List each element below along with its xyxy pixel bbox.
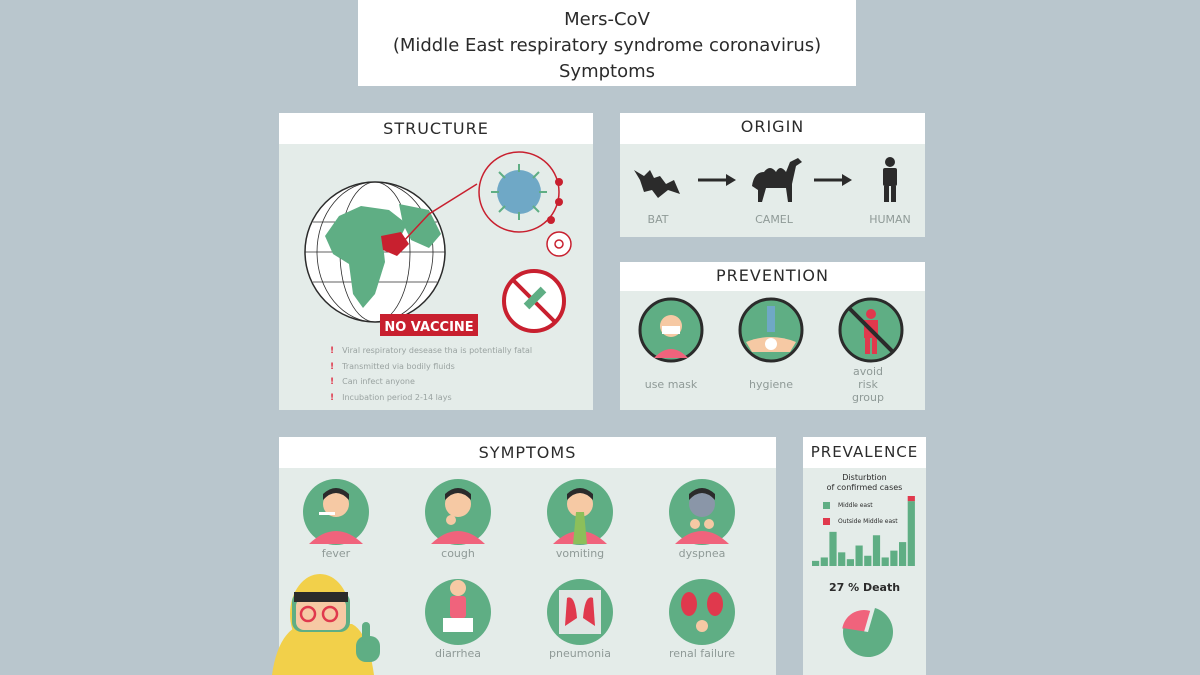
structure-illustration [279,144,593,340]
prevention-heading: PREVENTION [620,262,925,291]
bar-middle-east [882,557,889,566]
title-line1: Mers-CoV [564,9,650,30]
structure-bullet: ! Transmitted via bodily fluids [330,362,455,372]
bar-middle-east [847,559,854,566]
bar-middle-east [873,535,880,566]
structure-bullet: ! Viral respiratory desease tha is potentially fatal [330,346,533,356]
title-box [358,0,856,86]
dyspnea-icon [669,479,735,545]
prevalence-chart-title-line1: Disturbtion [842,473,887,482]
death-label: 27 % Death [828,581,901,594]
symptom-label-renal-failure: renal failure [668,647,736,660]
title-line3: Symptoms [558,61,656,82]
prevention-label-hygiene: hygiene [748,378,794,391]
prevalence-heading: PREVALENCE [803,437,926,468]
doctor-character [272,570,392,675]
cough-icon [425,479,491,545]
bar-middle-east [838,552,845,566]
bar-middle-east [821,557,828,566]
structure-bullet: ! Can infect anyone [330,377,415,387]
symptom-label-diarrhea: diarrhea [435,647,481,660]
origin-label-human: HUMAN [869,213,911,226]
symptom-label-fever: fever [321,547,351,560]
title-line2: (Middle East respiratory syndrome coronavirus) [392,35,822,56]
bar-middle-east [890,551,897,566]
bar-middle-east [899,542,906,566]
symptom-label-dyspnea: dyspnea [678,547,726,560]
no-vaccine-label: NO VACCINE [384,320,474,335]
diarrhea-icon [425,579,491,645]
prevalence-bar-chart [812,496,918,566]
legend-middle-east: Middle east [823,502,873,509]
origin-illustration [620,150,925,210]
renal-failure-icon [669,579,735,645]
mask-icon [640,299,702,361]
bar-middle-east [908,501,915,566]
prevalence-chart-title-line2: of confirmed cases [826,483,903,492]
prevalence-chart-title [803,473,926,493]
globe-icon [305,182,445,322]
bar-middle-east [812,561,819,566]
origin-heading: ORIGIN [620,113,925,144]
prevention-label-mask: use mask [644,378,698,391]
avoid-risk-group-icon [840,299,902,361]
symptoms-heading: SYMPTOMS [279,437,776,468]
symptom-label-cough: cough [441,547,475,560]
bar-middle-east [856,546,863,566]
human-icon [883,157,897,202]
prevention-illustration [620,296,925,366]
hygiene-icon [740,299,802,361]
vomiting-icon [547,479,613,545]
symptom-label-pneumonia: pneumonia [549,647,611,660]
symptom-label-vomiting: vomiting [555,547,605,560]
bat-icon [634,170,680,198]
virus-icon [479,152,563,232]
bar-middle-east [864,556,871,566]
pneumonia-icon [547,579,613,645]
bar-middle-east [829,532,836,566]
structure-heading: STRUCTURE [279,113,593,144]
origin-label-camel: CAMEL [755,213,793,226]
arrow-right-icon [814,174,852,186]
no-vaccine-icon [504,271,564,331]
biohazard-icon [547,232,571,256]
arrow-right-icon [698,174,736,186]
prevention-label-avoid: avoid risk group [852,365,884,404]
structure-bullet: ! Incubation period 2-14 lays [330,393,452,403]
bar-outside-middle-east [908,496,915,501]
prevalence-pie-chart [830,600,900,662]
origin-label-bat: BAT [647,213,669,226]
legend-outside-middle-east: Outside Middle east [823,518,898,525]
fever-icon [303,479,369,545]
camel-icon [752,158,802,202]
